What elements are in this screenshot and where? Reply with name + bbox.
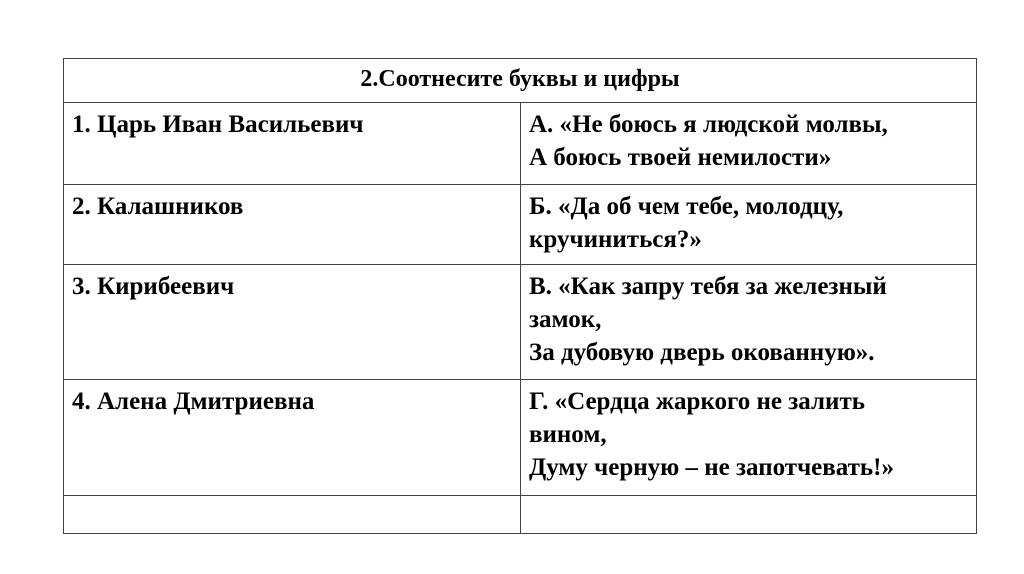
table-header-row [64,59,977,103]
character-cell: 2. Калашников [64,185,521,265]
matching-table [63,58,977,534]
table-row [64,380,977,496]
table-title: 2.Соотнесите буквы и цифры [64,59,977,103]
empty-cell-right [521,496,977,534]
quote-cell: А. «Не боюсь я людской молвы, А боюсь твоей немилости» [521,103,977,185]
character-cell: 3. Кирибеевич [64,265,521,380]
quote-cell: Б. «Да об чем тебе, молодцу, кручиниться?» [521,185,977,265]
character-cell: 1. Царь Иван Васильевич [64,103,521,185]
empty-cell-left [64,496,521,534]
empty-row [64,496,977,534]
table-row [64,103,977,185]
quote-cell: В. «Как запру тебя за железный замок, За дубовую дверь окованную». [521,265,977,380]
quote-cell: Г. «Сердца жаркого не залить вином, Думу черную – не запотчевать!» [521,380,977,496]
table-row [64,265,977,380]
character-cell: 4. Алена Дмитриевна [64,380,521,496]
table-row [64,185,977,265]
